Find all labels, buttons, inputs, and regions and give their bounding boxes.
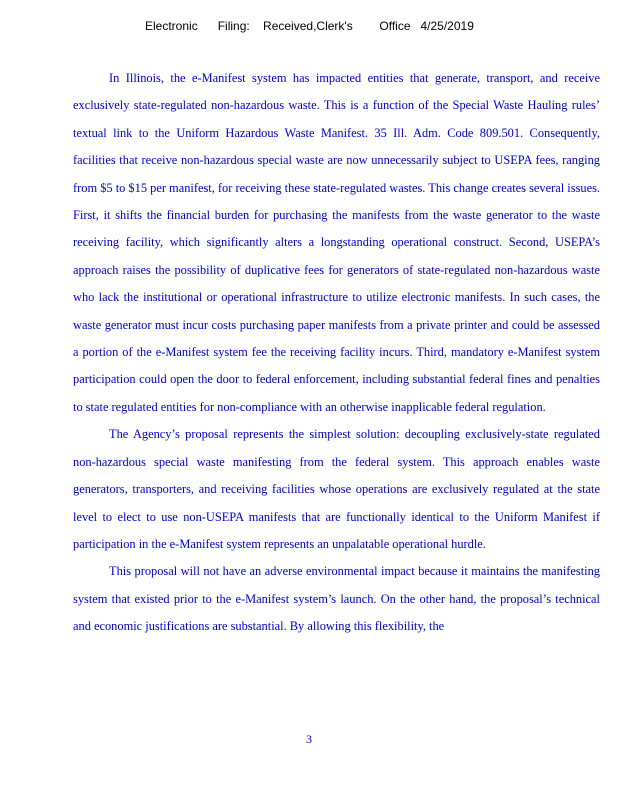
document-body [73, 65, 600, 641]
paragraph-agency-proposal: The Agency’s proposal represents the simplest solution: decoupling exclusively-state regulated non-hazardous special waste manifesting from the federal system. This approach enables waste generators, transporters, and receiving facilities whose operations are exclusively regulated at the state level to elect to use non-USEPA manifests that are functionally identical to the Uniform Manifest if participation in the e-Manifest system represents an unpalatable operational hurdle. [73, 427, 600, 551]
paragraph-emanifest-impact: In Illinois, the e-Manifest system has impacted entities that generate, transport, and receive exclusively state-regulated non-hazardous waste. This is a function of the Special Waste Hauling rules’ textual link to the Uniform Hazardous Waste Manifest. 35 Ill. Adm. Code 809.501. Consequently, facilities that receive non-hazardous special waste are now unnecessarily subject to USEPA fees, ranging from $5 to $15 per manifest, for receiving these state-regulated wastes. This change creates several issues. First, it shifts the financial burden for purchasing the manifests from the waste generator to the waste receiving facility, which significantly alters a longstanding operational construct. Second, USEPA’s approach raises the possibility of duplicative fees for generators of state-regulated non-hazardous waste who lack the institutional or operational infrastructure to utilize electronic manifests. In such cases, the waste generator must incur costs purchasing paper manifests from a private printer and could be assessed a portion of the e-Manifest system fee the receiving facility incurs. Third, mandatory e-Manifest system participation could open the door to federal enforcement, including substantial federal fines and penalties to state regulated entities for non-compliance with an otherwise inapplicable federal regulation. [73, 71, 600, 414]
paragraph-environmental-impact: This proposal will not have an adverse environmental impact because it maintains the manifesting system that existed prior to the e-Manifest system’s launch. On the other hand, the proposal’s technical and economic justifications are substantial. By allowing this flexibility, the [73, 564, 600, 634]
filing-stamp-header: Electronic Filing: Received,Clerk's Office 4/25/2019 [145, 19, 474, 33]
page-number: 3 [306, 732, 312, 746]
